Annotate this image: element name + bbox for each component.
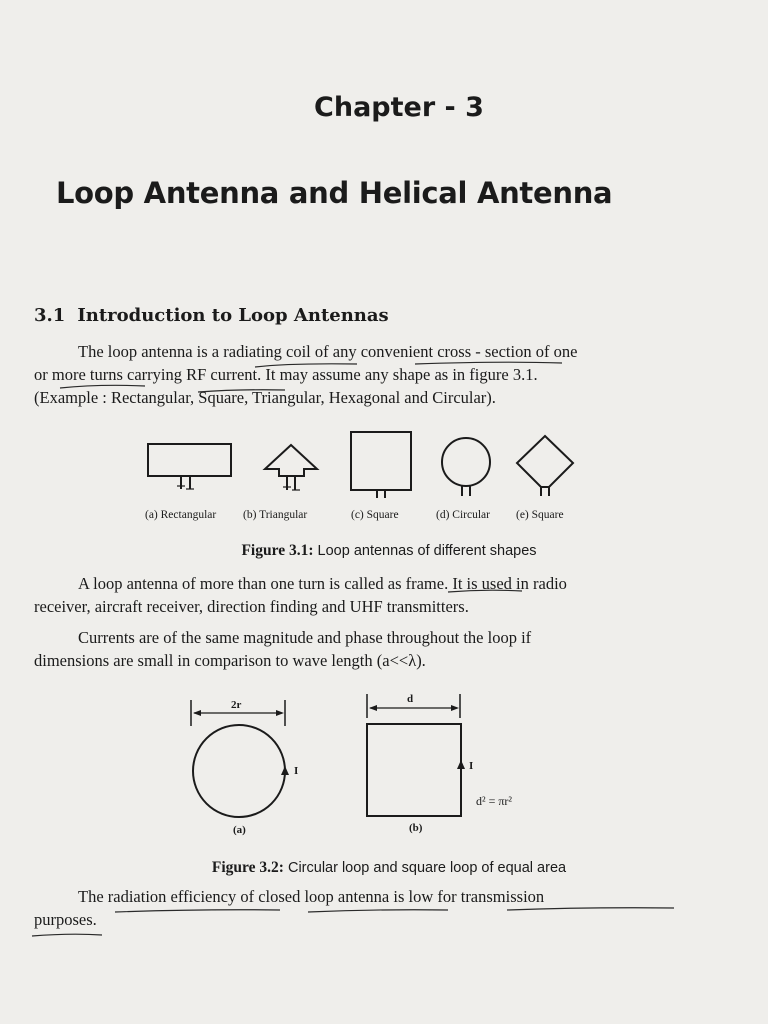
area-equation: d² = πr² <box>476 794 513 808</box>
caption-text: Circular loop and square loop of equal area <box>283 860 567 876</box>
triangular-loop-shape <box>265 445 317 490</box>
paragraph-line: The loop antenna is a radiating coil of any convenient cross - section of one <box>78 342 578 361</box>
shape-label: (c) Square <box>351 509 399 521</box>
square-loop-shape <box>351 432 411 498</box>
paragraph-3 <box>34 626 684 672</box>
rectangular-loop-shape <box>148 444 231 489</box>
circular-loop-shape <box>442 438 490 496</box>
diamond-loop-shape <box>517 436 573 496</box>
figure-3-1-caption <box>0 542 768 560</box>
paragraph-line: A loop antenna of more than one turn is called as frame. It is used in radio <box>78 574 567 593</box>
caption-label: Figure 3.2: <box>211 859 284 876</box>
chapter-label: Chapter - 3 <box>314 92 484 123</box>
side-length-label: d <box>407 693 414 705</box>
paragraph-line: purposes. <box>34 910 97 929</box>
figure-3-2-drawings <box>191 694 465 817</box>
paragraph-line: dimensions are small in comparison to wave length (a<<λ). <box>34 651 426 670</box>
caption-label: Figure 3.1: <box>241 542 314 559</box>
paragraph-4 <box>34 885 684 931</box>
paragraph-line: (Example : Rectangular, Square, Triangular, Hexagonal and Circular). <box>34 388 496 407</box>
shape-label: (d) Circular <box>436 509 490 521</box>
subfigure-b-label: (b) <box>409 822 423 834</box>
section-title: Introduction to Loop Antennas <box>77 305 389 326</box>
diameter-label: 2r <box>231 699 242 711</box>
paragraph-line: or more turns carrying RF current. It may assume any shape as in figure 3.1. <box>34 365 538 384</box>
figure-3-2-caption <box>0 859 768 877</box>
paragraph-line: receiver, aircraft receiver, direction finding and UHF transmitters. <box>34 597 469 616</box>
caption-text: Loop antennas of different shapes <box>313 543 537 559</box>
subfigure-a-label: (a) <box>233 824 246 836</box>
shape-label: (a) Rectangular <box>145 509 217 521</box>
paragraph-2 <box>34 572 684 618</box>
current-label-square: I <box>469 760 474 772</box>
paragraph-line: Currents are of the same magnitude and phase throughout the loop if <box>78 628 532 647</box>
shape-label: (b) Triangular <box>243 509 308 521</box>
paragraph-line: The radiation efficiency of closed loop antenna is low for transmission <box>78 887 545 906</box>
section-number: 3.1 <box>34 305 66 326</box>
shape-label: (e) Square <box>516 509 564 521</box>
chapter-title: Loop Antenna and Helical Antenna <box>56 176 613 210</box>
current-label-circle: I <box>294 765 299 777</box>
